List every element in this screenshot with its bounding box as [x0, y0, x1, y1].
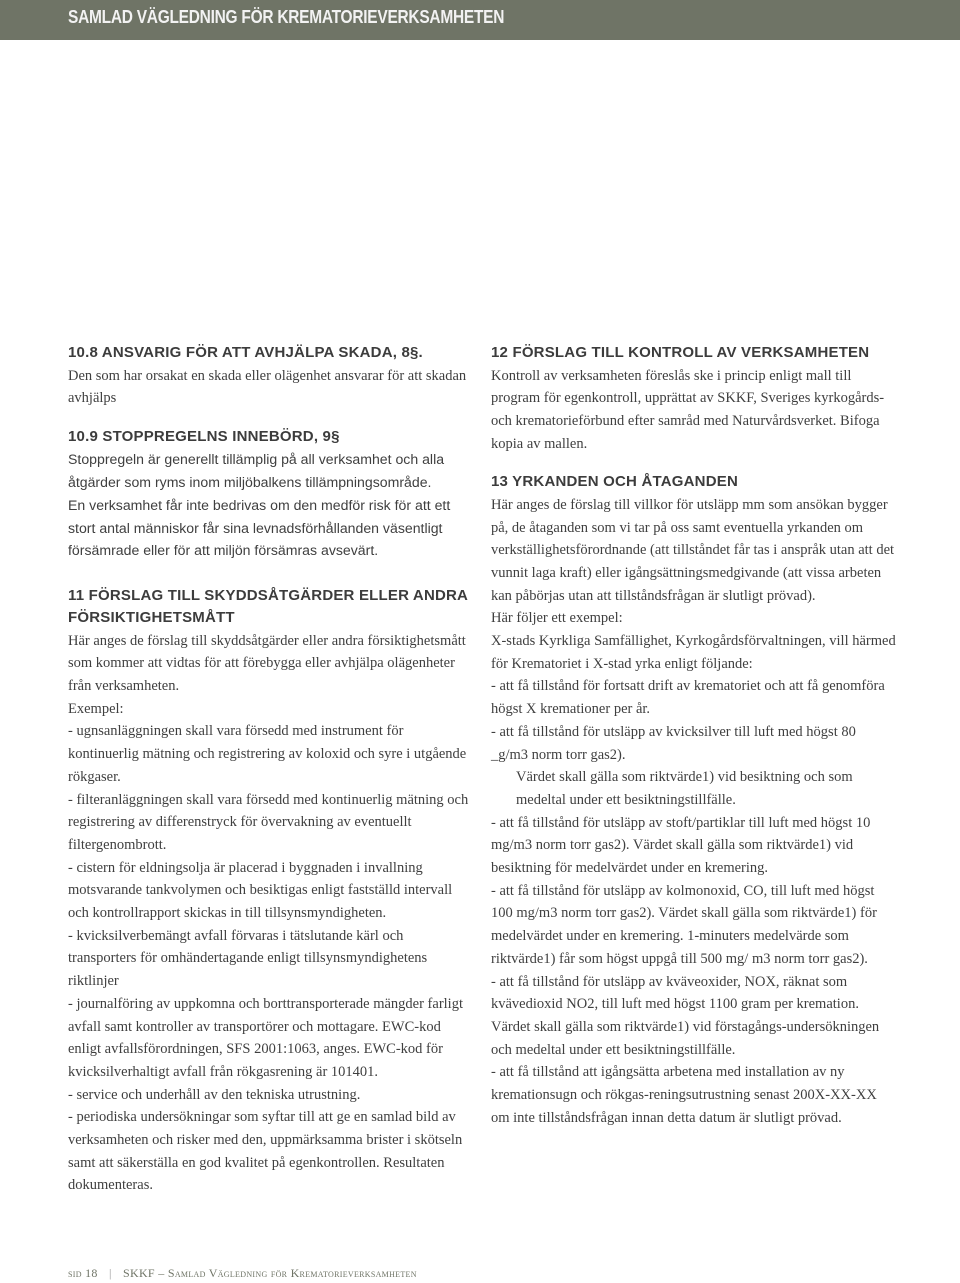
section-10-9-text-1: Stoppregeln är generellt tillämplig på all verksamhet och alla åtgärder som ryms inom miljöbalkens tillämpningsområde. — [68, 451, 445, 491]
list-item: - periodiska undersökningar som syftar till att ge en samlad bild av verksamheten och risker med den, uppmärksamma brister i skötseln samt att säkerställa en god kvalitet på egenkontrollen. Resultaten dokumenteras. — [68, 1109, 463, 1194]
section-10-9-text-2: En verksamhet får inte bedrivas om den medför risk för att ett stort antal människor får sina levnadsförhållanden väsentligt försämrade eller för att miljön försämras avsevärt. — [68, 496, 451, 559]
right-column — [491, 342, 896, 1130]
list-item: - cistern för eldningsolja är placerad i byggnaden i invallning motsvarande tankvolymen och besiktigas enligt fastställd intervall och kontrollrapport skickas in till tillsynsmyndigheten. — [68, 859, 453, 922]
section-13-heading: 13 YRKANDEN OCH ÅTAGANDEN — [491, 473, 738, 491]
page-footer — [68, 1266, 417, 1281]
document-title: SAMLAD VÄGLEDNING FÖR KREMATORIEVERKSAMHETEN — [68, 7, 505, 27]
section-12-heading: 12 FÖRSLAG TILL KONTROLL AV VERKSAMHETEN — [491, 344, 870, 361]
list-item: - att få tillstånd för utsläpp av stoft/partiklar till luft med högst 10 mg/m3 norm torr gas2). Värdet skall gälla som riktvärde1) vid besiktning för medelvärdet under en kremering. — [491, 814, 871, 877]
section-13-example-label: Här följer ett exempel: — [491, 610, 623, 627]
footer-org: SKKF — [123, 1266, 155, 1280]
left-column — [68, 342, 473, 1197]
section-12-text: Kontroll av verksamheten föreslås ske i princip enligt mall till program för egenkontroll, upprättat av SKKF, Sveriges kyrkogårds- och krematorieförbund efter samråd med Naturvårdsverket. Bifoga kopia av mallen. — [491, 367, 885, 452]
section-11-text: Här anges de förslag till skyddsåtgärder eller andra försiktighetsmått som kommer att vidtas för att förebygga eller avhjälpa olägenheter från verksamheten. — [68, 632, 466, 695]
section-11-heading: 11 FÖRSLAG TILL SKYDDSÅTGÄRDER ELLER ANDRA FÖRSIKTIGHETSMÅTT — [68, 586, 468, 627]
list-item: - service och underhåll av den tekniska utrustning. — [68, 1086, 361, 1103]
footer-title: Samlad Vägledning för Krematorieverksamheten — [167, 1266, 417, 1280]
list-item: - att få tillstånd för utsläpp av kolmonoxid, CO, till luft med högst 100 mg/m3 norm torr gas2). Värdet skall gälla som riktvärde1) för medelvärdet under en kremering. 1-minuters medelvärde som riktvärde1) får som högst uppgå till 500 mg/ m3 norm torr gas2). — [491, 882, 877, 967]
section-11-example-label: Exempel: — [68, 700, 124, 717]
list-item: - filteranläggningen skall vara försedd med kontinuerlig mätning och registrering av differenstryck för övervakning av eventuellt filtergenombrott. — [68, 791, 469, 853]
section-13-intro: X-stads Kyrkliga Samfällighet, Kyrkogårdsförvaltningen, vill härmed för Krematoriet i X-stad yrka enligt följande: — [491, 633, 896, 672]
footer-divider: | — [109, 1266, 112, 1280]
section-10-8-heading: 10.8 ANSVARIG FÖR ATT AVHJÄLPA SKADA, 8§. — [68, 344, 423, 361]
header-bar — [0, 0, 960, 40]
list-item: - att få tillstånd att igångsätta arbetena med installation av ny kremationsugn och rökgas-reningsutrustning senast 200X-XX-XX om inte tillståndsfrågan innan detta datum är slutligt prövad. — [491, 1064, 877, 1126]
page-number: sid 18 — [68, 1266, 98, 1280]
list-item-continuation: Värdet skall gälla som riktvärde1) vid besiktning och som medeltal under ett besiktningstillfälle. — [516, 769, 853, 808]
section-13-text: Här anges de förslag till villkor för utsläpp mm som ansökan bygger på, de åtaganden som vi tar på oss samt eventuella yrkanden om verkställighetsförordnande (att tillståndet får tas i anspråk utan att det vunnit laga kraft) eller igångsättningsmedgivande (att vissa arbeten kan påbörjas utan att tillståndsfrågan är slutligt prövad). — [491, 496, 895, 604]
footer-dash: – — [158, 1266, 165, 1280]
section-10-8-text: Den som har orsakat en skada eller olägenhet ansvarar för att skadan avhjälps — [68, 367, 467, 407]
list-item: - journalföring av uppkomna och borttransporterade mängder farligt avfall samt kontroller av transportörer och mottagare. EWC-kod enligt avfallsförordningen, SFS 2001:1063, anges. EWC-kod för kvicksilverhaltigt avfall från rökgasrening är 101401. — [68, 995, 463, 1080]
list-item: - kvicksilverbemängt avfall förvaras i tätslutande kärl och transporters för omhändertagande enligt tillsynsmyndighetens riktlinjer — [68, 927, 428, 990]
list-item: - att få tillstånd för utsläpp av kväveoxider, NOX, räknat som kvävedioxid NO2, till luft med högst 1100 gram per kremation. Värdet skall gälla som riktvärde1) vid förstagångs-undersökningen och medeltal under ett besiktningstillfälle. — [491, 973, 880, 1058]
list-item: - ugnsanläggningen skall vara försedd med instrument för kontinuerlig mätning och registrering av koloxid och syre i utgående rökgaser. — [68, 723, 467, 785]
list-item: - att få tillstånd för utsläpp av kvicksilver till luft med högst 80 _g/m3 norm torr gas2). — [491, 723, 856, 763]
section-10-9-heading: 10.9 STOPPREGELNS INNEBÖRD, 9§ — [68, 427, 340, 445]
list-item: - att få tillstånd för fortsatt drift av krematoriet och att få genomföra högst X kremationer per år. — [491, 678, 885, 718]
